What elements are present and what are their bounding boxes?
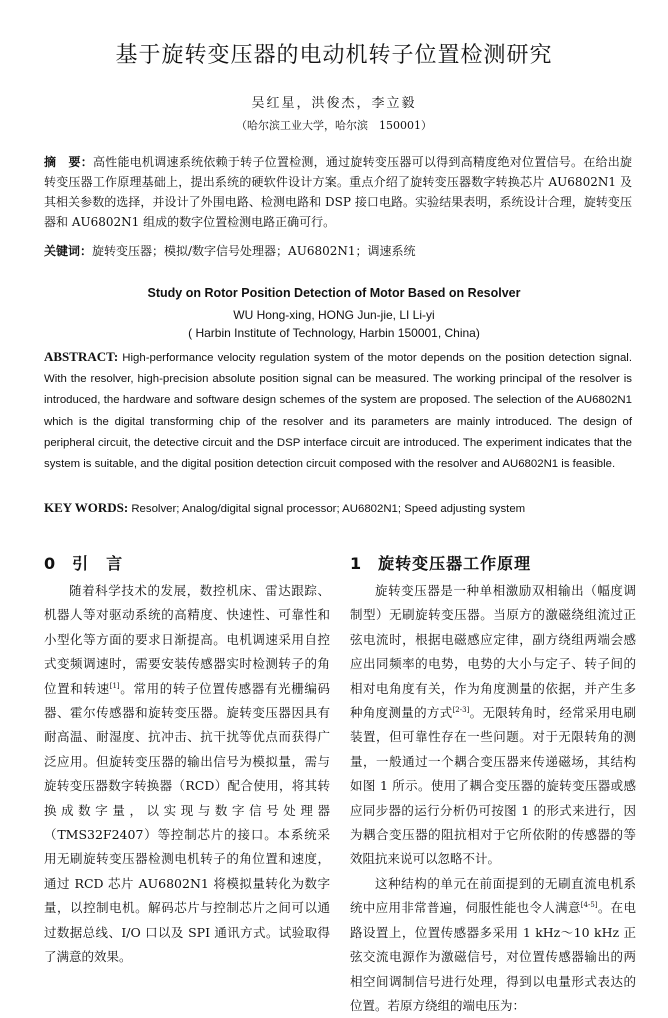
section-1-number: 1	[350, 554, 363, 573]
authors-cn: 吴红星，洪俊杰，李立毅	[251, 96, 417, 111]
section-1-p2-text-b: 。在电路设置上，位置传感器多采用 1 kHz～10 kHz 正弦交流电源作为激磁信号，对位置传感器输出的两相空间调制信号进行处理，得到以电量形式表达的位置。若原方绕组的端电压为：	[350, 900, 636, 1013]
abstract-cn	[44, 152, 632, 232]
section-0-title: 引 言	[72, 554, 124, 573]
section-1-paragraph-2	[350, 872, 636, 1018]
abstract-cn-text: 高性能电机调速系统依赖于转子位置检测，通过旋转变压器可以得到高精度绝对位置信号。在给出旋转变压器工作原理基础上，提出系统的硬软件设计方案。重点介绍了旋转变压器数字转换芯片 AU6802N1 及其相关参数的选择，并设计了外围电路、检测电路和 DSP 接口电路。实验结果表明，系统设计合理，旋转变压器和 AU6802N1 组成的数字位置检测电路正确可行。	[44, 155, 632, 229]
section-0-p1-text-a: 随着科学技术的发展，数控机床、雷达跟踪、机器人等对驱动系统的高精度、快速性、可靠性和小型化等方面的要求日渐提高。电机调速采用自控式变频调速时，需要安装传感器实时检测转子的角位置和转速	[44, 583, 330, 696]
reference-1: [1]	[109, 681, 120, 690]
section-1-p1-text-a: 旋转变压器是一种单相激励双相输出（幅度调制型）无刷旋转变压器。当原方的激磁绕组流过正弦电流时，根据电磁感应定律，副方绕组两端会感应出同频率的电势，电势的大小与定子、转子间的相对电角度有关，作为角度测量的依据，并产生多种角度测量的方式	[350, 583, 636, 721]
section-1-paragraph-1	[350, 579, 636, 872]
section-1-heading	[350, 551, 531, 574]
keywords-cn-text: 旋转变压器；模拟/数字信号处理器；AU6802N1；调速系统	[92, 244, 416, 258]
keywords-cn-label: 关键词：	[44, 244, 93, 258]
reference-2-3: [2-3]	[452, 705, 470, 714]
keywords-en-text: Resolver; Analog/digital signal processor; AU6802N1; Speed adjusting system	[131, 503, 526, 515]
keywords-en-label: KEY WORDS:	[44, 500, 129, 515]
section-0-p1-text-b: 。常用的转子位置传感器有光栅编码器、霍尔传感器和旋转变压器。旋转变压器因具有耐高温、耐湿度、抗冲击、抗干扰等优点而获得广泛应用。但旋转变压器的输出信号为模拟量，需与旋转变压器数字转换器（RCD）配合使用，将其转换成数字量，以实现与数字信号处理器（TMS32F2407）等控制芯片的接口。本系统采用无刷旋转变压器检测电机转子的角位置和速度，通过 RCD 芯片 AU6802N1 将模拟量转化为数字量，以控制电机。解码芯片与控制芯片之间可以通过数据总线、I/O 口以及 SPI 通讯方式。试验取得了满意的效果。	[44, 680, 330, 965]
keywords-cn	[44, 241, 632, 261]
left-column	[44, 579, 330, 970]
section-1-title: 旋转变压器工作原理	[378, 554, 532, 573]
paper-title-en: Study on Rotor Position Detection of Motor Based on Resolver	[147, 286, 521, 300]
paper-title-cn: 基于旋转变压器的电动机转子位置检测研究	[115, 43, 553, 68]
section-0-number: 0	[44, 554, 57, 573]
keywords-en	[44, 498, 632, 519]
abstract-en	[44, 346, 632, 475]
right-column	[350, 579, 636, 1018]
section-1-p2-text-a: 这种结构的单元在前面提到的无刷直流电机系统中应用非常普遍，伺服性能也令人满意	[350, 875, 636, 916]
reference-4-5: [4-5]	[580, 901, 598, 910]
section-0-heading	[44, 551, 123, 574]
section-1-p1-text-b: 。无限转角时，经常采用电刷装置，但可靠性存在一些问题。对于无限转角的测量，一般通过一个耦合变压器来传递磁场，其结构如图 1 所示。使用了耦合变压器的旋转变压器或感应同步器的运行分析仍可按图 1 的形式来进行，因为耦合变压器的阻抗相对于它所依附的传感器的等效阻抗来说可以忽略不计。	[350, 705, 636, 867]
affiliation-cn: （哈尔滨工业大学，哈尔滨 150001）	[236, 119, 432, 132]
abstract-cn-label: 摘 要：	[44, 155, 94, 169]
abstract-en-label: ABSTRACT:	[44, 349, 119, 364]
section-0-paragraph-1	[44, 579, 330, 970]
abstract-en-text: High-performance velocity regulation system of the motor depends on the position detection signal. With the resolver, high-precision absolute position signal can be measured. The working principal of the resolver is introduced, the hardware and software design schemes of the system are proposed. The selection of the AU6802N1 which is the digital transforming chip of the resolver and its parameters are mainly introduced. The design of peripheral circuit, the detective circuit and the DSP interface circuit are introduced. The experiment indicates that the system is suitable, and the digital position detection circuit composed with the resolver and AU6802N1 is feasible.	[44, 352, 632, 471]
affiliation-en: ( Harbin Institute of Technology, Harbin 150001, China)	[188, 326, 480, 340]
authors-en: WU Hong-xing, HONG Jun-jie, LI Li-yi	[233, 308, 435, 322]
